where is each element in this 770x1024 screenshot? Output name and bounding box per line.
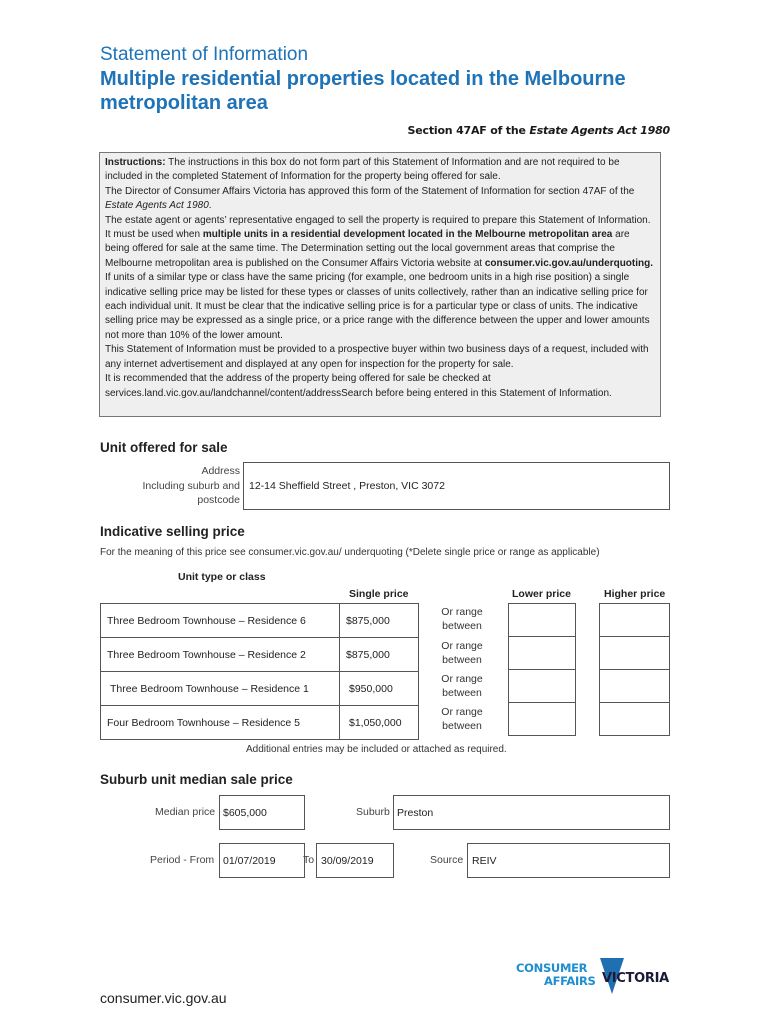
table-row [101, 706, 419, 740]
median-price-heading: Suburb unit median sale price [100, 772, 293, 787]
source-field[interactable]: REIV [467, 843, 670, 878]
range-label: Or range between [441, 606, 483, 632]
higher-price-field[interactable] [599, 636, 670, 670]
col-lower-price: Lower price [512, 588, 571, 600]
period-to-field[interactable]: 30/09/2019 [316, 843, 394, 878]
range-label: Or range between [441, 640, 483, 666]
col-higher-price: Higher price [604, 588, 666, 600]
unit-type-cell[interactable]: Three Bedroom Townhouse – Residence 2 [101, 638, 340, 672]
period-to-label: To [303, 854, 315, 866]
unit-type-cell[interactable]: Four Bedroom Townhouse – Residence 5 [101, 706, 340, 740]
period-from-label: Period - From [150, 854, 215, 866]
unit-type-cell[interactable]: Three Bedroom Townhouse – Residence 6 [101, 604, 340, 638]
page-title: Multiple residential properties located in the Melbourne metropolitan area [100, 68, 626, 114]
table-row [101, 638, 419, 672]
lower-price-field[interactable] [508, 603, 576, 637]
section-reference: Section 47AF of the Estate Agents Act 1980 [407, 124, 670, 137]
lower-price-field[interactable] [508, 669, 576, 703]
table-row [101, 604, 419, 638]
document-type: Statement of Information [100, 44, 309, 65]
indicative-price-note: For the meaning of this price see consumer.vic.gov.au/ underquoting (*Delete single price or range as applicable) [100, 547, 600, 558]
indicative-price-heading: Indicative selling price [100, 524, 245, 539]
unit-offered-heading: Unit offered for sale [100, 440, 228, 455]
source-label: Source [430, 854, 464, 866]
median-price-field[interactable]: $605,000 [219, 795, 305, 830]
units-price-table [100, 603, 419, 740]
lower-price-field[interactable] [508, 702, 576, 736]
single-price-cell[interactable]: $1,050,000 [340, 706, 419, 740]
range-label: Or range between [441, 706, 483, 732]
address-field[interactable]: 12-14 Sheffield Street , Preston, VIC 3072 [243, 462, 670, 510]
higher-price-field[interactable] [599, 669, 670, 703]
col-unit-type: Unit type or class [178, 571, 266, 583]
period-from-field[interactable]: 01/07/2019 [219, 843, 305, 878]
median-price-label: Median price [155, 806, 216, 818]
single-price-cell[interactable]: $875,000 [340, 604, 419, 638]
lower-price-field[interactable] [508, 636, 576, 670]
additional-entries-note: Additional entries may be included or attached as required. [246, 744, 507, 755]
footer-url: consumer.vic.gov.au [100, 990, 227, 1006]
unit-type-cell[interactable]: Three Bedroom Townhouse – Residence 1 [101, 672, 340, 706]
col-single-price: Single price [349, 588, 409, 600]
single-price-cell[interactable]: $950,000 [340, 672, 419, 706]
range-label: Or range between [441, 673, 483, 699]
higher-price-field[interactable] [599, 603, 670, 637]
instructions-box: Instructions: The instructions in this box do not form part of this Statement of Information and are not required to be included in the completed Statement of Information for the property being offered for sale. The Director of Consumer Affairs Victoria has approved this form of the Statement of Information for section 47AF of the Estate Agents Act 1980. The estate agent or agents’ representative engaged to sell the property is required to prepare this Statement of Information. It must be used when multiple units in a residential development located in the Melbourne metropolitan area are being offered for sale at the same time. The Determination setting out the local government areas that comprise the Melbourne metropolitan area is published on the Consumer Affairs Victoria website at consumer.vic.gov.au/underquoting. If units of a similar type or class have the same pricing (for example, one bedroom units in a high rise position) a single indicative selling price may be listed for these types or classes of units collectively, rather than an indicative selling price for each individual unit. It must be clear that the indicative selling price is for a particular type or class of units. The indicative selling price may be expressed as a single price, or a price range with the difference between the upper and lower amounts not more than 10% of the lower amount. This Statement of Information must be provided to a prospective buyer within two business days of a request, included with any internet advertisement and displayed at any open for inspection for the property for sale. It is recommended that the address of the property being offered for sale be checked at services.land.vic.gov.au/landchannel/content/addressSearch before being entered in this Statement of Information. [99, 152, 661, 417]
suburb-label: Suburb [356, 806, 390, 818]
consumer-affairs-victoria-logo: CONSUMER AFFAIRS VICTORIA [514, 958, 679, 1008]
higher-price-field[interactable] [599, 702, 670, 736]
single-price-cell[interactable]: $875,000 [340, 638, 419, 672]
table-row [101, 672, 419, 706]
suburb-field[interactable]: Preston [393, 795, 670, 830]
address-label: Address Including suburb and postcode [142, 465, 240, 506]
